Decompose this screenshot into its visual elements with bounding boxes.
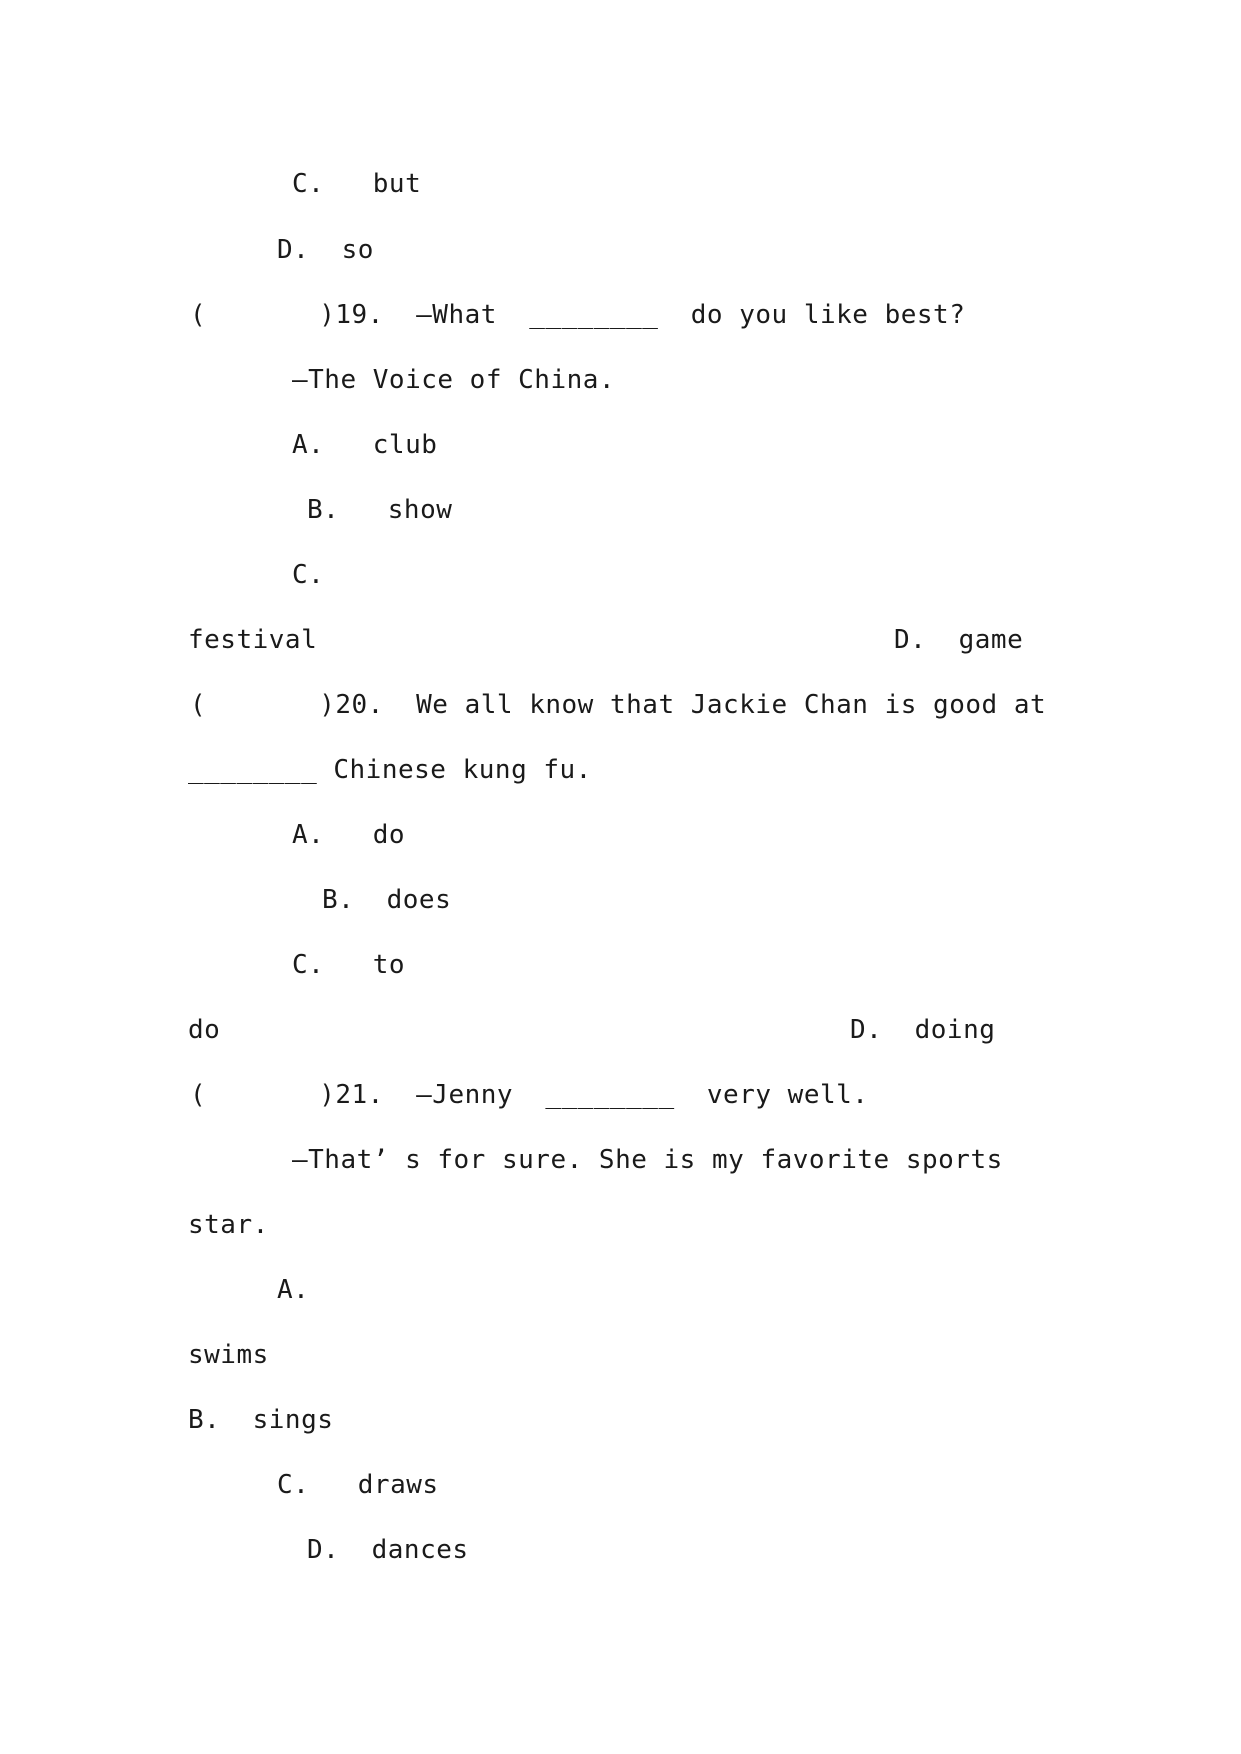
q20-option-b: B. does [322,885,452,915]
question-19: ( )19. —What ________ do you like best? [190,300,966,330]
q21-answer-line: —That’ s for sure. She is my favorite sports [292,1145,1003,1175]
question-20: ( )20. We all know that Jackie Chan is good at [190,690,1047,720]
q19-option-d: D. game [894,625,1024,655]
question-21: ( )21. —Jenny ________ very well. [190,1080,869,1110]
q20-option-a: A. do [292,820,406,850]
q19-option-b: B. show [307,495,453,525]
q18-option-d: D. so [277,235,374,265]
q19-option-c-label: C. [292,560,325,590]
q19-answer-line: —The Voice of China. [292,365,616,395]
q20-option-c-text: do [188,1015,221,1045]
q19-option-a: A. club [292,430,438,460]
q21-option-a-text: swims [188,1340,269,1370]
q20-option-c-label: C. to [292,950,406,980]
question-20-continued: ________ Chinese kung fu. [188,755,592,785]
q21-option-a-label: A. [277,1275,310,1305]
q20-option-d: D. doing [850,1015,996,1045]
q21-option-d: D. dances [307,1535,469,1565]
q21-option-b: B. sings [188,1405,334,1435]
q19-option-c-text: festival [188,625,318,655]
q21-option-c: C. draws [277,1470,439,1500]
q18-option-c: C. but [292,169,422,199]
q21-answer-line-continued: star. [188,1210,269,1240]
